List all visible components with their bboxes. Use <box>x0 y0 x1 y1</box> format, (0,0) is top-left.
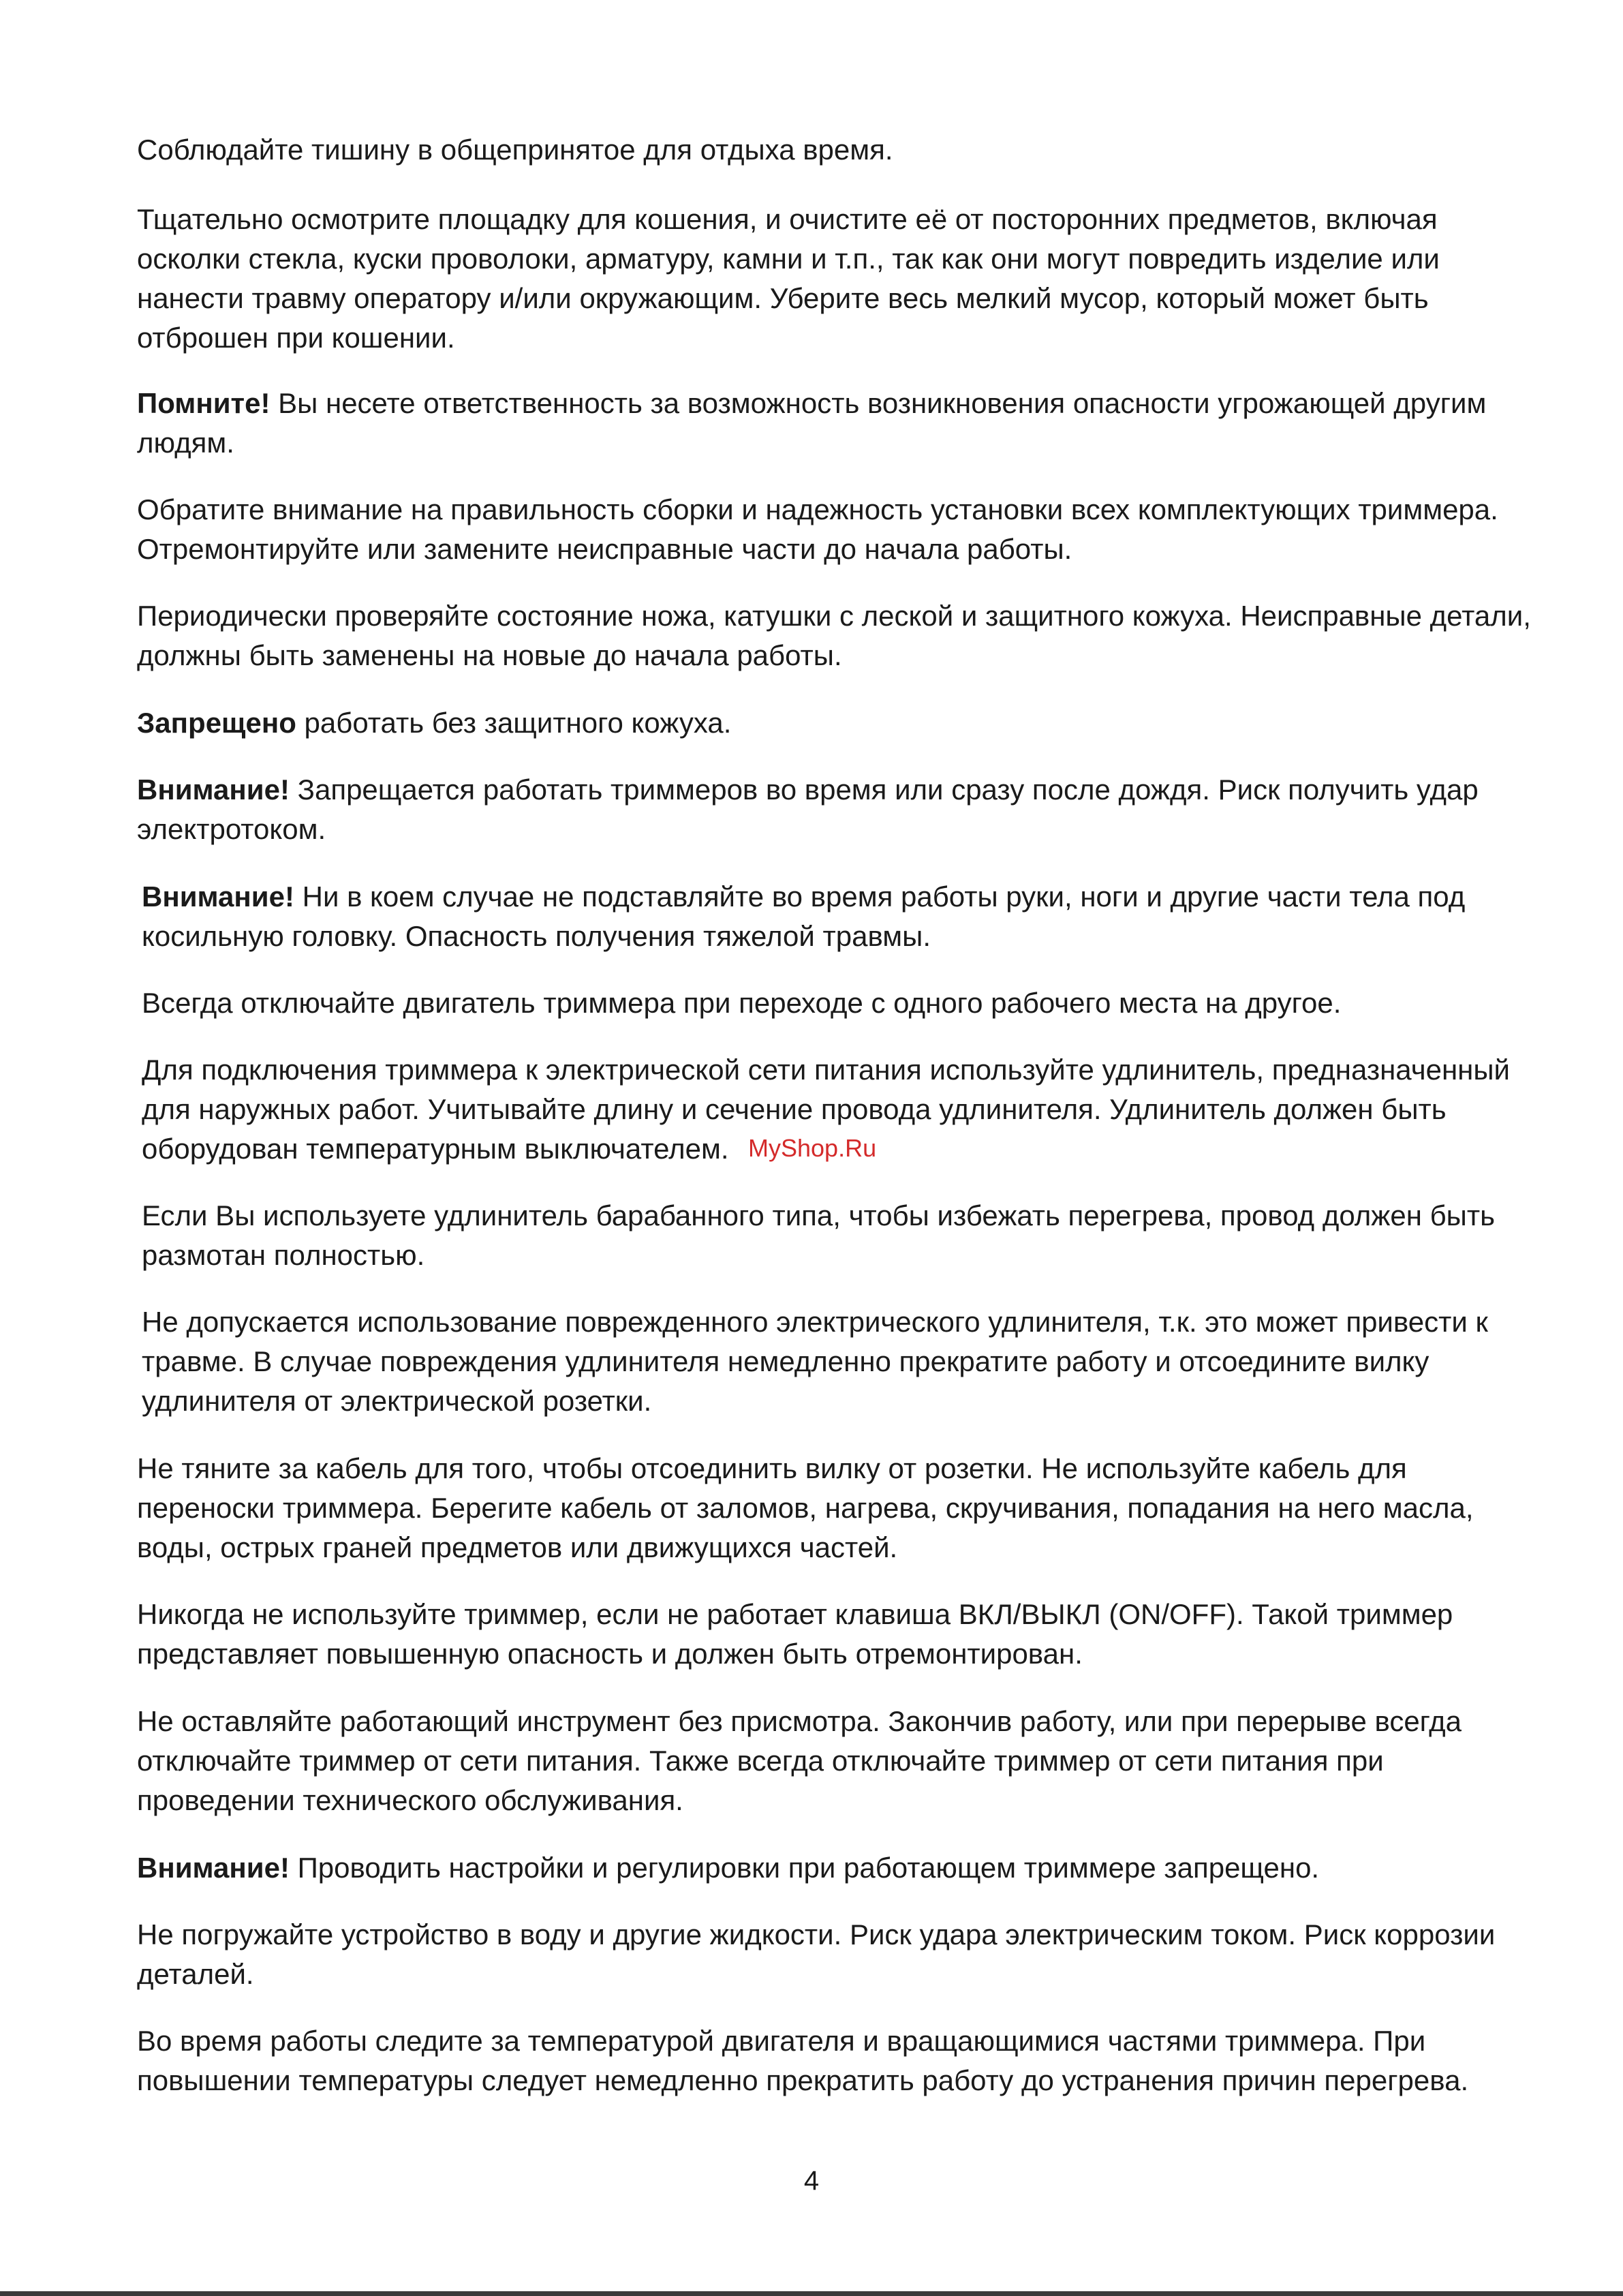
paragraph-text: Не погружайте устройство в воду и другие жидкости. Риск удара электрическим током. Риск коррозии деталей. <box>137 1918 1496 1990</box>
paragraph-temperature <box>137 2021 1541 2100</box>
paragraph-bold-lead: Внимание! <box>137 774 290 806</box>
paragraph-text: Если Вы используете удлинитель барабанного типа, чтобы избежать перегрева, провод должен быть размотан полностью. <box>142 1199 1495 1271</box>
paragraph-text: Вы несете ответственность за возможность возникновения опасности угрожающей другим людям. <box>137 387 1487 459</box>
paragraph-cable-care <box>137 1449 1541 1567</box>
paragraph-text: Ни в коем случае не подставляйте во время работы руки, ноги и другие части тела под косильную головку. Опасность получения тяжелой травмы. <box>142 881 1466 952</box>
paragraph-unattended <box>137 1702 1541 1820</box>
paragraph-text: Тщательно осмотрите площадку для кошения, и очистите её от посторонних предметов, включая осколки стекла, куски проволоки, арматуру, камни и т.п., так как они могут повредить изделие или нанести травму оператору и/или окружающим. Уберите весь мелкий мусор, который может быть отброшен при кошении. <box>137 203 1440 354</box>
paragraph-attention-adjustments <box>137 1848 1541 1888</box>
paragraph-bold-lead: Внимание! <box>137 1852 290 1884</box>
paragraph-drum-extension <box>142 1196 1545 1275</box>
paragraph-periodic-check <box>137 596 1541 675</box>
watermark: MyShop.Ru <box>748 1134 877 1162</box>
paragraph-no-water <box>137 1915 1541 1994</box>
paragraph-inspect-area <box>137 200 1541 358</box>
paragraph-switch-failure <box>137 1595 1541 1674</box>
paragraph-quiet-hours <box>137 130 1541 170</box>
paragraph-text: Не допускается использование поврежденного электрического удлинителя, т.к. это может привести к травме. В случае повреждения удлинителя немедленно прекратите работу и отсоедините вилку удлинителя от электрической розетки. <box>142 1306 1488 1417</box>
paragraph-text: Обратите внимание на правильность сборки и надежность установки всех комплектующих триммера. Отремонтируйте или замените неисправные части до начала работы. <box>137 493 1498 565</box>
paragraph-attention-rain <box>137 770 1541 849</box>
paragraph-bold-lead: Помните! <box>137 387 270 419</box>
paragraph-text: работать без защитного кожуха. <box>296 707 732 739</box>
paragraph-switch-off-engine <box>142 983 1545 1023</box>
paragraph-text: Никогда не используйте триммер, если не работает клавиша ВКЛ/ВЫКЛ (ON/OFF). Такой триммер представляет повышенную опасность и должен быть отремонтирован. <box>137 1598 1453 1670</box>
paragraph-bold-lead: Запрещено <box>137 707 296 739</box>
paragraph-bold-lead: Внимание! <box>142 881 294 913</box>
paragraph-text: Не тяните за кабель для того, чтобы отсоединить вилку от розетки. Не используйте кабель для переноски триммера. Берегите кабель от заломов, нагрева, скручивания, попадания на него масла, воды, острых граней предметов или движущихся частей. <box>137 1452 1474 1563</box>
paragraph-text: Периодически проверяйте состояние ножа, катушки с леской и защитного кожуха. Неисправные детали, должны быть заменены на новые до начала работы. <box>137 600 1531 671</box>
paragraph-text: Запрещается работать триммеров во время или сразу после дождя. Риск получить удар электротоком. <box>137 774 1479 845</box>
paragraph-text: Для подключения триммера к электрической сети питания используйте удлинитель, предназначенный для наружных работ. Учитывайте длину и сечение провода удлинителя. Удлинитель должен быть оборудован температурным выключателем. <box>142 1054 1511 1165</box>
paragraph-text: Не оставляйте работающий инструмент без присмотра. Закончив работу, или при перерыве всегда отключайте триммер от сети питания. Также всегда отключайте триммер от сети питания при проведении технического обслуживания. <box>137 1705 1462 1816</box>
paragraph-damaged-extension <box>142 1302 1545 1421</box>
paragraph-text: Всегда отключайте двигатель триммера при переходе с одного рабочего места на другое. <box>142 987 1342 1019</box>
paragraph-remember <box>137 384 1541 463</box>
page-number: 4 <box>803 2166 820 2196</box>
paragraph-text: Проводить настройки и регулировки при работающем триммере запрещено. <box>289 1852 1320 1884</box>
page-bottom-divider <box>0 2291 1623 2296</box>
paragraph-attention-body-parts <box>142 877 1545 956</box>
paragraph-forbidden <box>137 703 1541 743</box>
paragraph-assembly-check <box>137 490 1541 569</box>
paragraph-text: Во время работы следите за температурой двигателя и вращающимися частями триммера. При повышении температуры следует немедленно прекратить работу до устранения причин перегрева. <box>137 2025 1469 2096</box>
paragraph-text: Соблюдайте тишину в общепринятое для отдыха время. <box>137 134 893 166</box>
